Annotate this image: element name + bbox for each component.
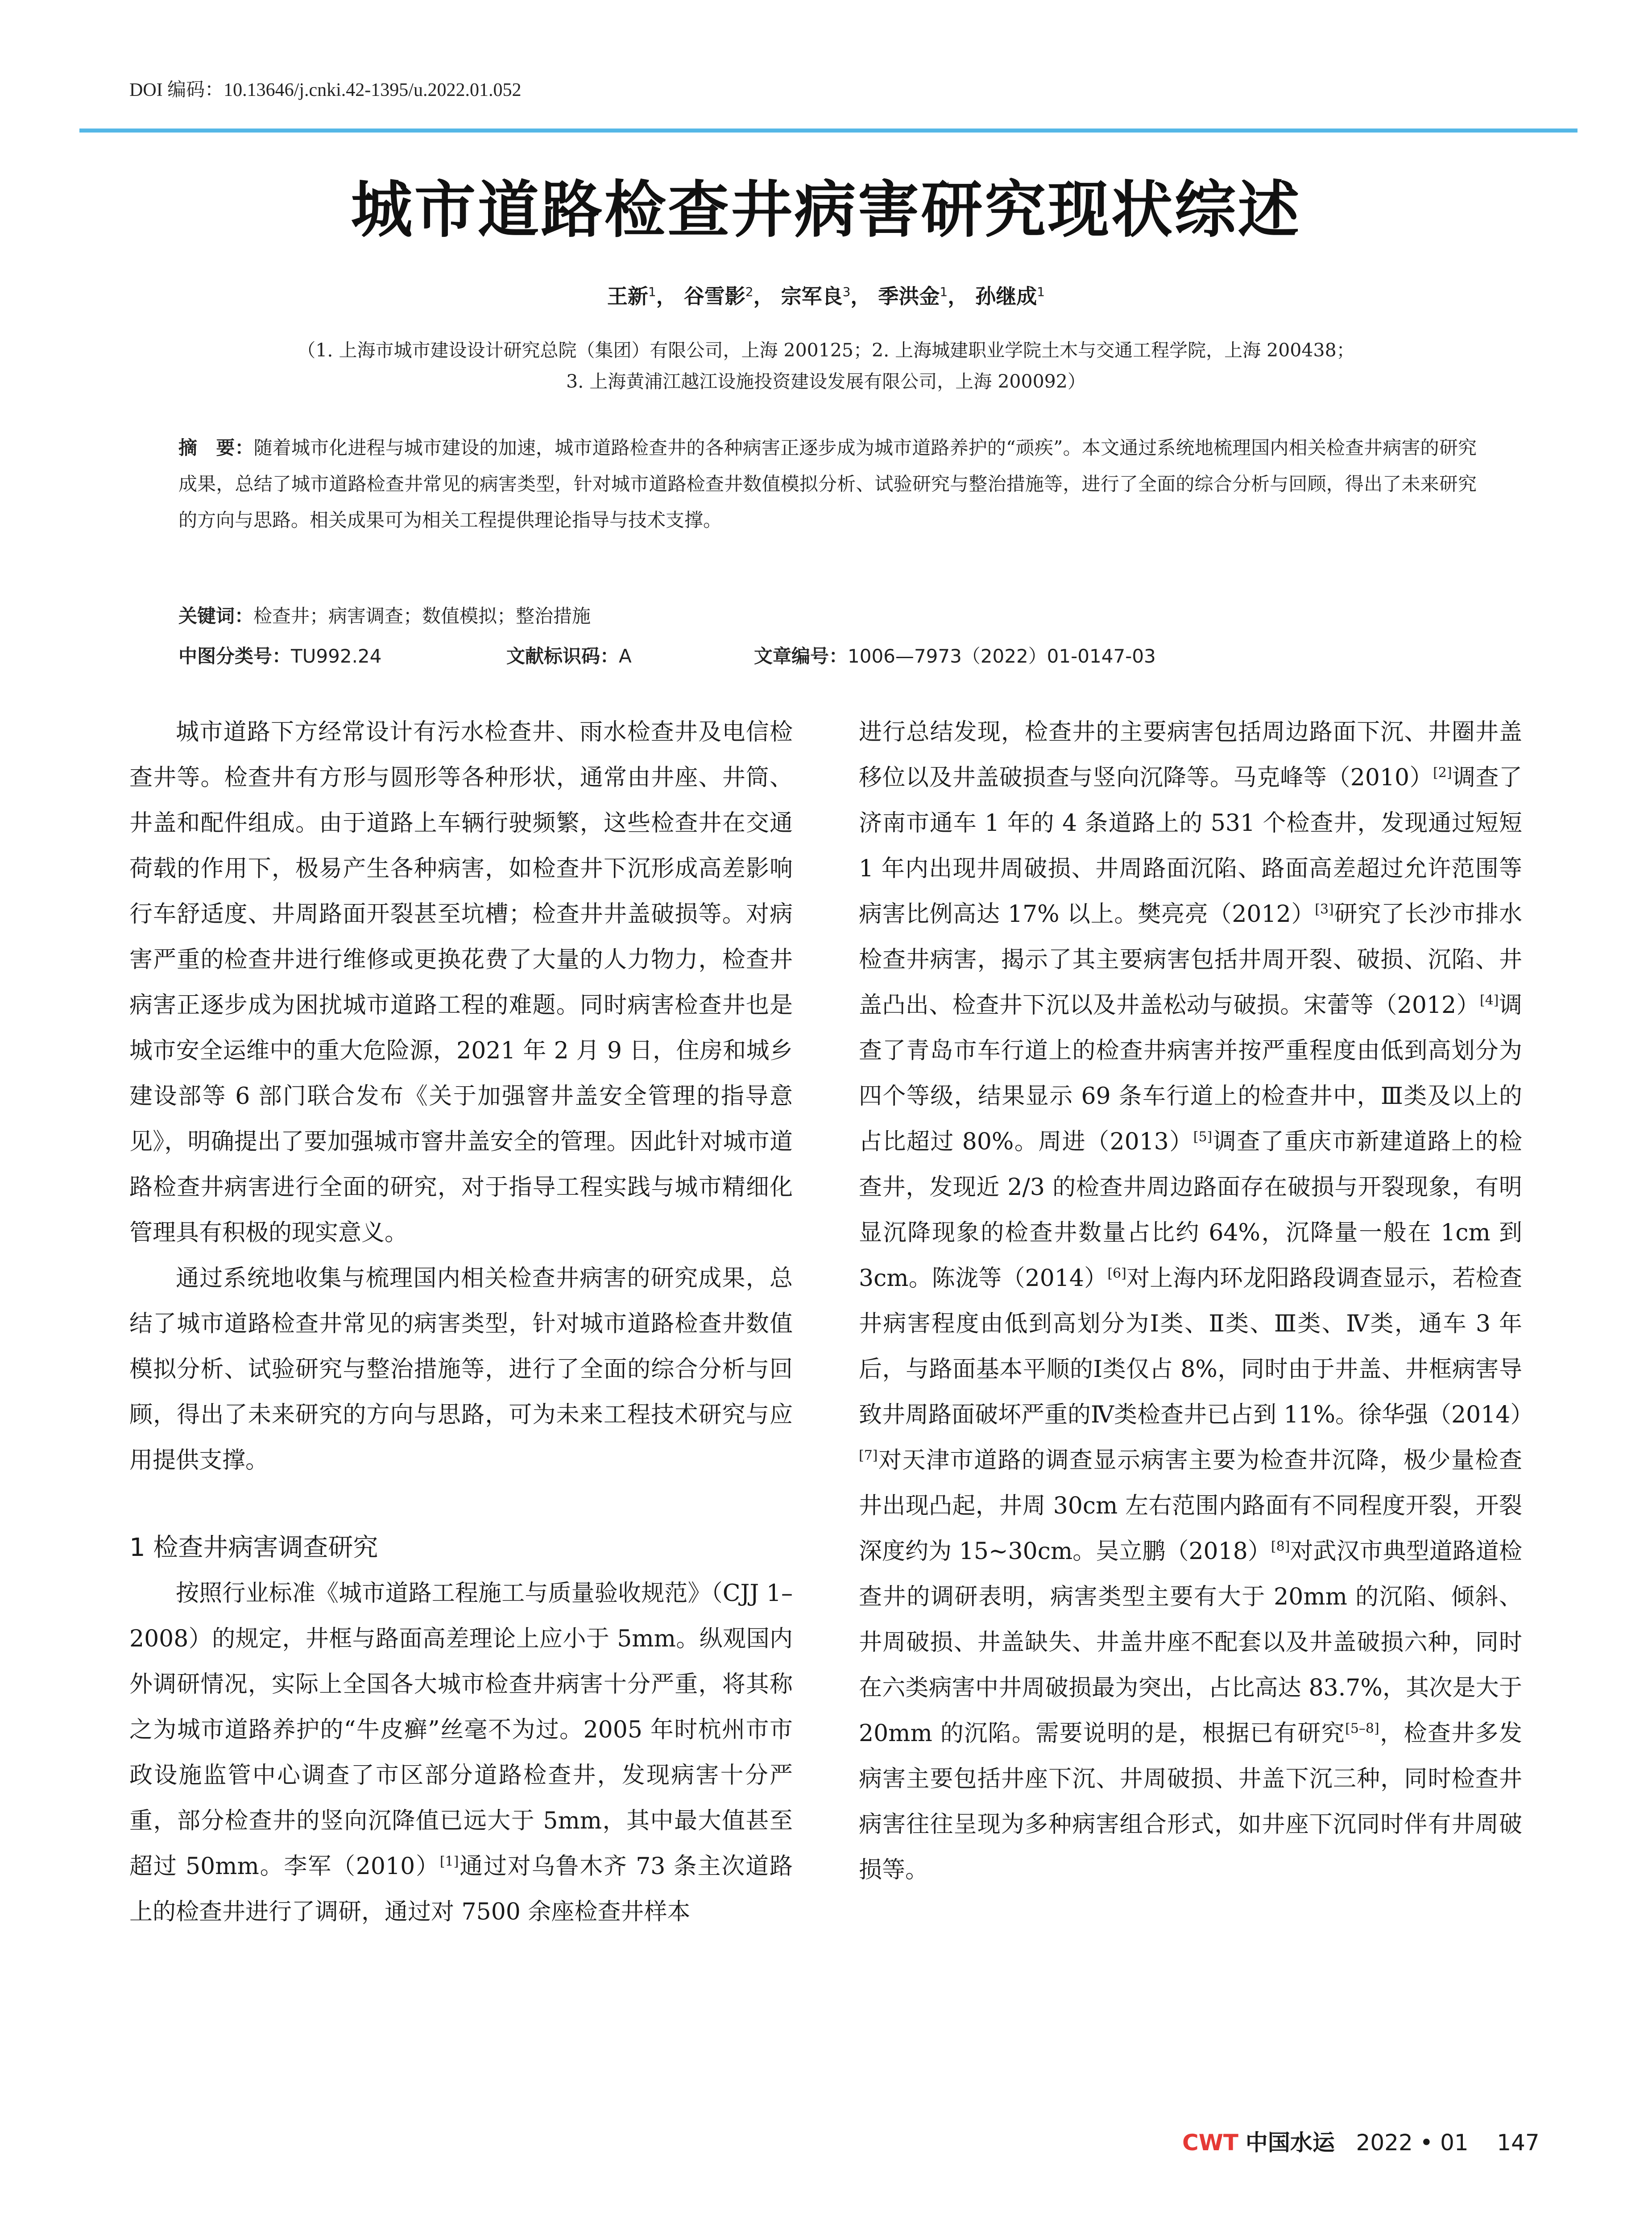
citation-ref: [3] <box>1315 901 1334 917</box>
keywords-text: 检查井；病害调查；数值模拟；整治措施 <box>253 605 591 627</box>
citation-ref: [5] <box>1193 1129 1213 1145</box>
affiliation-line-2: 3. 上海黄浦江越江设施投资建设发展有限公司，上海 200092） <box>566 371 1086 392</box>
citation-ref: [8] <box>1271 1538 1290 1555</box>
article-title: 城市道路检查井病害研究现状综述 <box>351 173 1301 246</box>
page-number: 147 <box>1497 2130 1540 2156</box>
author-name: 孙继成 <box>975 284 1037 308</box>
journal-name: 中国水运 <box>1245 2129 1335 2156</box>
article-number-value: 1006—7973（2022）01-0147-03 <box>848 645 1156 667</box>
author-name: 宗军良 <box>781 284 843 308</box>
author-affil-mark: 1 <box>940 284 948 299</box>
journal-brand: CWT <box>1182 2130 1238 2156</box>
citation-ref: [2] <box>1433 765 1452 781</box>
author-list: 王新$^1$， 谷雪影$^2$， 宗军良$^3$， 季洪金$^1$， 孙继成$^1$ <box>607 284 1045 308</box>
author-name: 谷雪影 <box>683 284 745 308</box>
article-number-label: 文章编号： <box>754 645 848 667</box>
paragraph-text: 研究了长沙市排水检查井病害，揭示了其主要病害包括井周开裂、破损、沉陷、井盖凸出、检查井下沉以及井盖松动与破损。宋蕾等（2012） <box>859 901 1522 1019</box>
left-column <box>129 709 793 1935</box>
paragraph-text: 对上海内环龙阳路段调查显示，若检查井病害程度由低到高划分为Ⅰ类、Ⅱ类、Ⅲ类、Ⅳ类，通车 3 年后，与路面基本平顺的Ⅰ类仅占 8%，同时由于井盖、井框病害导致井周路面破坏严重的Ⅳ类检查井已占到 11%。徐华强（2014） <box>859 1265 1534 1428</box>
page-footer <box>1182 2125 1540 2157</box>
abstract-label: 摘 要： <box>178 437 254 459</box>
citation-ref: [4] <box>1480 992 1499 1008</box>
doi-line: DOI 编码：10.13646/j.cnki.42-1395/u.2022.01.052 <box>129 80 522 100</box>
citation-ref: [1] <box>439 1854 459 1870</box>
paragraph-text: 进行总结发现，检查井的主要病害包括周边路面下沉、井圈井盖移位以及井盖破损查与竖向沉降等。马克峰等（2010） <box>859 719 1522 791</box>
paragraph-text: 对武汉市典型道路道检查井的调研表明，病害类型主要有大于 20mm 的沉陷、倾斜、井周破损、井盖缺失、井盖井座不配套以及井盖破损六种，同时在六类病害中井周破损最为突出，占比高达 83.7%，其次是大于 20mm 的沉陷。需要说明的是，根据已有研究 <box>859 1538 1522 1747</box>
paragraph <box>129 1571 793 1935</box>
author-affil-mark: 1 <box>1037 284 1045 299</box>
paragraph: 通过系统地收集与梳理国内相关检查井病害的研究成果，总结了城市道路检查井常见的病害类型，针对城市道路检查井数值模拟分析、试验研究与整治措施等，进行了全面的综合分析与回顾，得出了未来研究的方向与思路，可为未来工程技术研究与应用提供支撑。 <box>129 1265 793 1474</box>
section-heading: 1 检查井病害调查研究 <box>129 1533 378 1562</box>
keywords-label: 关键词： <box>178 605 254 627</box>
abstract-text: 随着城市化进程与城市建设的加速，城市道路检查井的各种病害正逐步成为城市道路养护的“顽疾”。本文通过系统地梳理国内相关检查井病害的研究成果，总结了城市道路检查井常见的病害类型，针对城市道路检查井数值模拟分析、试验研究与整治措施等，进行了全面的综合分析与回顾，得出了未来研究的方向与思路。相关成果可为相关工程提供理论指导与技术支撑。 <box>178 437 1477 531</box>
affiliation-line-1: （1. 上海市城市建设设计研究总院（集团）有限公司，上海 200125；2. 上海城建职业学院土木与交通工程学院，上海 200438； <box>297 340 1355 361</box>
citation-ref: [7] <box>859 1447 878 1464</box>
paragraph-text: 按照行业标准《城市道路工程施工与质量验收规范》（CJJ 1–2008）的规定，井框与路面高差理论上应小于 5mm。纵观国内外调研情况，实际上全国各大城市检查井病害十分严重，将其称之为城市道路养护的“牛皮癣”丝毫不为过。2005 年时杭州市市政设施监管中心调查了市区部分道路检查井，发现病害十分严重，部分检查井的竖向沉降值已远大于 5mm，其中最大值甚至超过 50mm。李军（2010） <box>129 1580 793 1880</box>
paragraph-text: 调查了重庆市新建道路上的检查井，发现近 2/3 的检查井周边路面存在破损与开裂现象，有明显沉降现象的检查井数量占比约 64%，沉降量一般在 1cm 到 3cm。陈泷等（2014） <box>859 1128 1522 1292</box>
author-affil-mark: 2 <box>745 284 754 299</box>
paragraph-text: 调查了青岛市车行道上的检查井病害并按严重程度由低到高划分为四个等级，结果显示 69 条车行道上的检查井中，Ⅲ类及以上的占比超过 80%。周进（2013） <box>859 992 1522 1155</box>
author-name: 季洪金 <box>878 284 940 308</box>
paragraph <box>859 709 1534 1893</box>
citation-ref: [6] <box>1107 1265 1126 1281</box>
paragraph-text: 通过对乌鲁木齐 73 条主次道路上的检查井进行了调研，通过对 7500 余座检查井样本 <box>129 1853 793 1925</box>
keywords <box>178 601 591 628</box>
author-affil-mark: 1 <box>648 284 656 299</box>
paragraph: 城市道路下方经常设计有污水检查井、雨水检查井及电信检查井等。检查井有方形与圆形等各种形状，通常由井座、井筒、井盖和配件组成。由于道路上车辆行驶频繁，这些检查井在交通荷载的作用下，极易产生各种病害，如检查井下沉形成高差影响行车舒适度、井周路面开裂甚至坑槽；检查井井盖破损等。对病害严重的检查井进行维修或更换花费了大量的人力物力，检查井病害正逐步成为困扰城市道路工程的难题。同时病害检查井也是城市安全运维中的重大危险源，2021 年 2 月 9 日，住房和城乡建设部等 6 部门联合发布《关于加强窨井盖安全管理的指导意见》，明确提出了要加强城市窨井盖安全的管理。因此针对城市道路检查井病害进行全面的研究，对于指导工程实践与城市精细化管理具有积极的现实意义。 <box>129 719 793 1246</box>
classification-meta <box>178 642 1477 668</box>
clc-value: TU992.24 <box>291 645 382 667</box>
paragraph-text: 对天津市道路的调查显示病害主要为检查井沉降，极少量检查井出现凸起，井周 30cm 左右范围内路面有不同程度开裂，开裂深度约为 15~30cm。吴立鹏（2018） <box>859 1447 1522 1565</box>
paragraph-text: ，检查井多发病害主要包括井座下沉、井周破损、井盖下沉三种，同时检查井病害往往呈现为多种病害组合形式，如井座下沉同时伴有井周破损等。 <box>859 1720 1522 1883</box>
doc-code-label: 文献标识码： <box>506 645 619 667</box>
clc-label: 中图分类号： <box>178 645 291 667</box>
citation-ref: [5–8] <box>1345 1721 1379 1737</box>
issue-number: 2022 • 01 <box>1356 2130 1469 2156</box>
right-column <box>859 709 1534 1893</box>
author-name: 王新 <box>607 284 648 308</box>
author-affil-mark: 3 <box>842 284 851 299</box>
header-rule <box>79 129 1577 133</box>
paragraph-text: 调查了济南市通车 1 年的 4 条道路上的 531 个检查井，发现通过短短 1 年内出现井周破损、井周路面沉陷、路面高差超过允许范围等病害比例高达 17% 以上。樊亮亮（2012） <box>859 764 1522 928</box>
doc-code-value: A <box>619 645 632 667</box>
abstract <box>178 430 1477 538</box>
